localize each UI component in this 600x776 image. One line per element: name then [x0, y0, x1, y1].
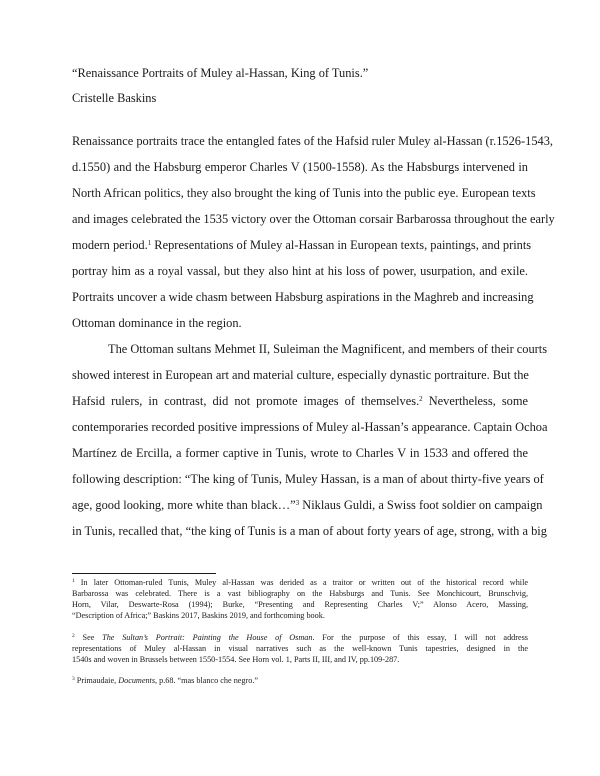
footnote-line: $^3$ Primaudaie, Documents, p.68. “mas blanco che negro.”: [72, 676, 259, 685]
footnote-line: Barbarossa was celebrated. There is a vast bibliography on the Habsburgs and Tunis. See Monchicourt, Brunschvig,: [72, 589, 528, 598]
text-line: portray him as a royal vassal, but they also hint at his loss of power, usurpation, and exile.: [72, 264, 528, 278]
text-line: d.1550) and the Habsburg emperor Charles V (1500-1558). As the Habsburgs intervened in: [72, 160, 528, 174]
footnote-line: $^2$ See The Sultan’s Portrait: Painting the House of Osman. For the purpose of this essay, I will not address: [72, 633, 528, 642]
footnote-line: Horn, Vilar, Deswarte-Rosa (1994); Burke, “Presenting and Representing Charles V;” Alonso Acero, Massing,: [72, 600, 528, 609]
footnote-ref-1[interactable]: 1: [147, 239, 152, 247]
footnote-line: $^1$ In later Ottoman-ruled Tunis, Muley al-Hassan was derided as a traitor or written out of the historical record while: [72, 578, 528, 587]
text-line: Ottoman dominance in the region.: [72, 316, 242, 330]
footnote-line: 1540s and woven in Brussels between 1550-1554. See Horn vol. 1, Parts II, III, and IV, pp.109-287.: [72, 655, 400, 664]
text-line: age, good looking, more white than black…”$^3$ Niklaus Guldi, a Swiss foot soldier on campaign: [72, 498, 543, 512]
text-line: The Ottoman sultans Mehmet II, Suleiman the Magnificent, and members of their courts: [108, 342, 548, 356]
text-line: North African politics, they also brought the king of Tunis into the public eye. European texts: [72, 186, 536, 200]
text-line: in Tunis, recalled that, “the king of Tunis is a man of about forty years of age, strong, with a big: [72, 524, 547, 538]
source-title: Documents: [118, 676, 156, 685]
footnote-marker: 3: [72, 676, 75, 682]
author-name: Cristelle Baskins: [72, 91, 157, 105]
paper-title: “Renaissance Portraits of Muley al-Hassan, King of Tunis.”: [72, 66, 369, 80]
footnote-ref-3[interactable]: 3: [295, 499, 300, 507]
text-line: Portraits uncover a wide chasm between Habsburg aspirations in the Maghreb and increasing: [72, 290, 534, 304]
footnote-ref-2[interactable]: 2: [419, 395, 423, 403]
footnote-marker: 1: [72, 578, 75, 584]
text-line: Renaissance portraits trace the entangled fates of the Hafsid ruler Muley al-Hassan (r.1526-1543,: [72, 134, 554, 148]
footnote-marker: 2: [72, 633, 75, 639]
footnote-line: representations of Muley al-Hassan in visual narratives such as the well-known Tunis tapestries, designed in the: [72, 644, 528, 653]
footnote-line: “Description of Africa;” Baskins 2017, Baskins 2019, and forthcoming book.: [72, 611, 325, 620]
footnote-separator: [72, 573, 216, 574]
text-line: Hafsid rulers, in contrast, did not promote images of themselves.$^2$ Nevertheless, some: [72, 394, 528, 408]
text-line: modern period.$^1$ Representations of Muley al-Hassan in European texts, paintings, and prints: [72, 238, 532, 252]
text-line: showed interest in European art and material culture, especially dynastic portraiture. But the: [72, 368, 529, 382]
text-line: and images celebrated the 1535 victory over the Ottoman corsair Barbarossa throughout the early: [72, 212, 555, 226]
book-title: The Sultan’s Portrait: Painting the House of Osman: [102, 633, 313, 642]
text-line: following description: “The king of Tunis, Muley Hassan, is a man of about thirty-five years of: [72, 472, 544, 486]
text-line: Martínez de Ercilla, a former captive in Tunis, wrote to Charles V in 1533 and offered the: [72, 446, 528, 460]
text-line: contemporaries recorded positive impressions of Muley al-Hassan’s appearance. Captain Ochoa: [72, 420, 548, 434]
